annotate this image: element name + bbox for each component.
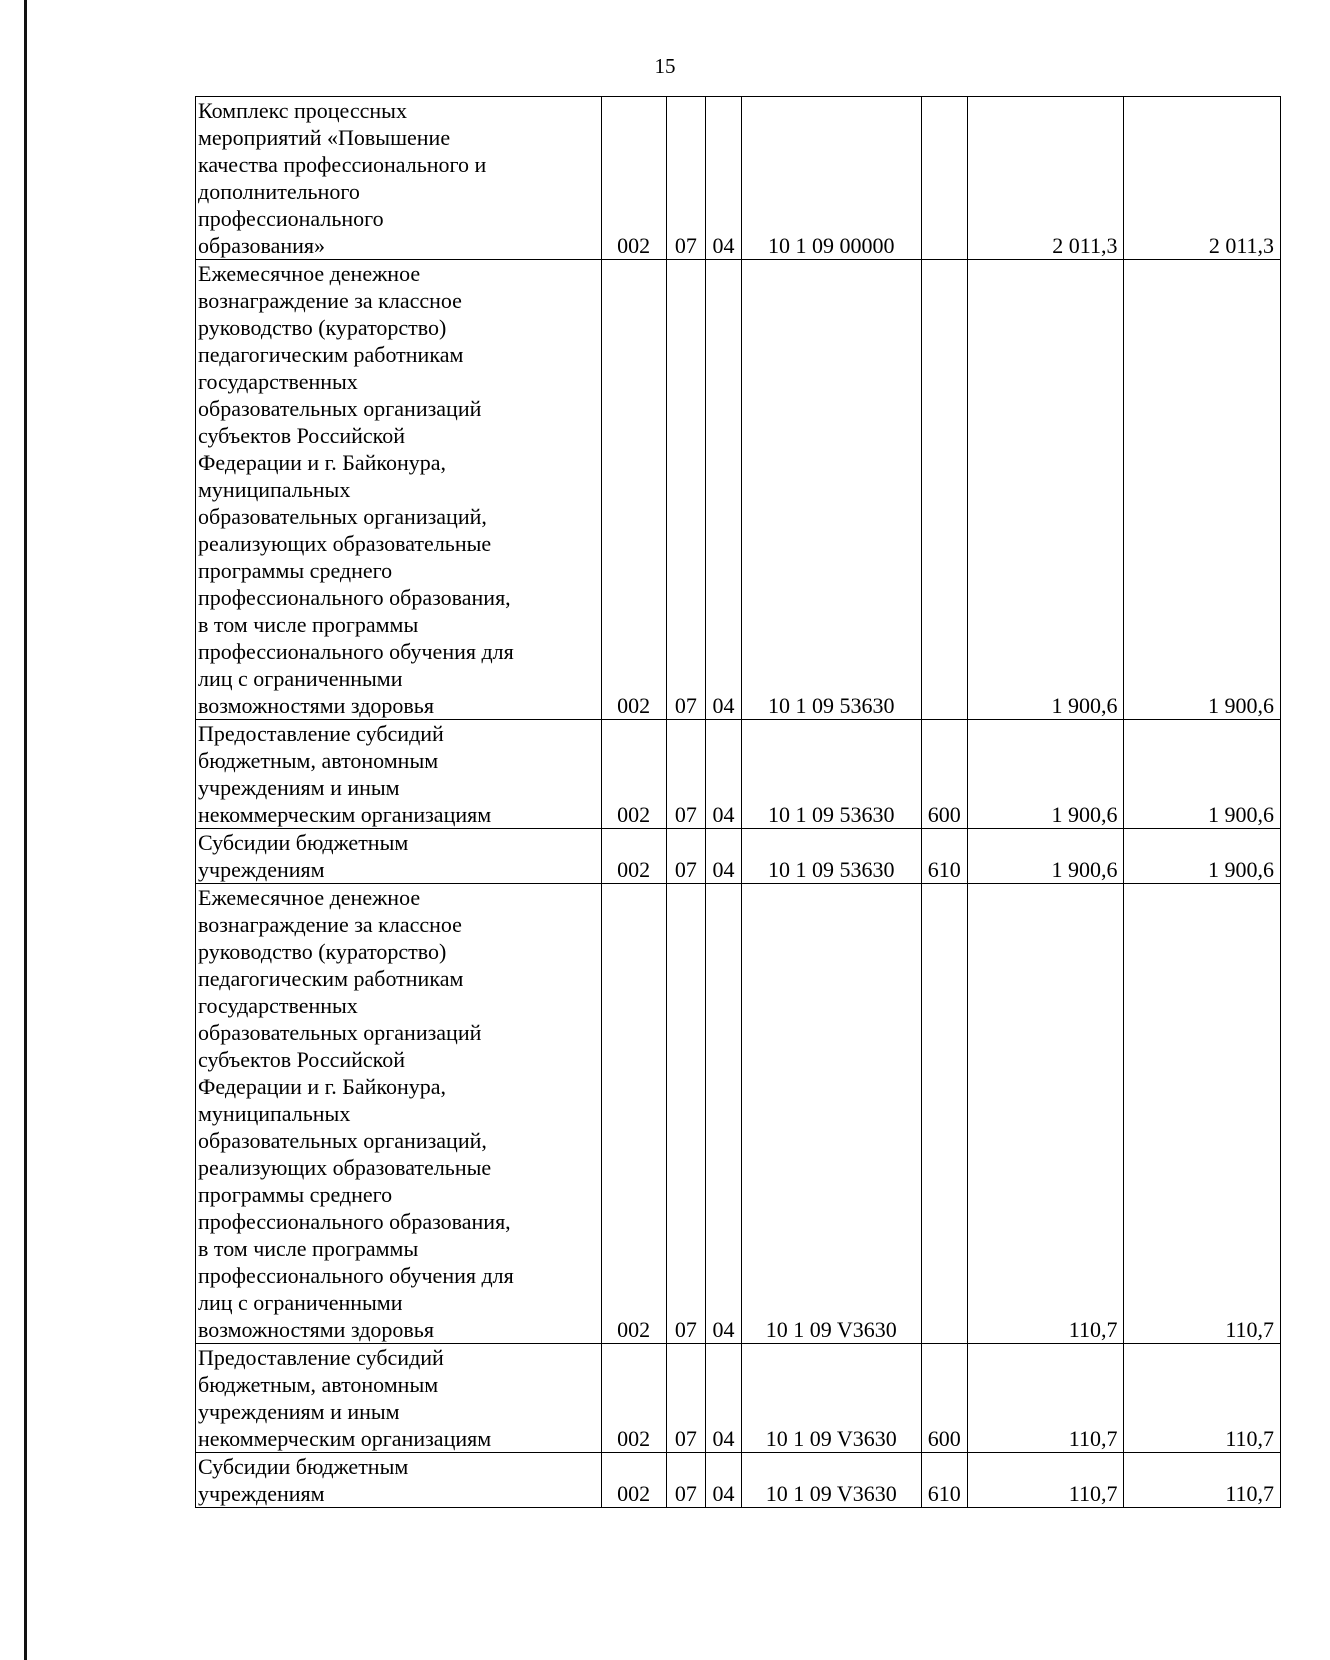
item-name-line: педагогическим работникам [198,342,464,367]
item-name-line: педагогическим работникам [198,966,464,991]
cell-expense-type: 610 [921,829,967,884]
item-name-line: муниципальных [198,1101,351,1126]
item-name-line: Федерации и г. Байконура, [198,450,446,475]
item-name-line: лиц с ограниченными [198,666,403,691]
cell-amount-1: 1 900,6 [967,720,1123,829]
item-name-line: в том числе программы [198,612,419,637]
cell-subsection: 04 [706,720,742,829]
item-name-line: Предоставление субсидий [198,1345,444,1370]
item-name-line: профессионального образования, [198,585,511,610]
item-name-line: возможностями здоровья [198,693,434,718]
item-name-line: образовательных организаций, [198,1128,487,1153]
table-row [196,884,1281,1344]
item-name-line: профессионального образования, [198,1209,511,1234]
cell-amount-2: 1 900,6 [1124,260,1281,720]
cell-subsection: 04 [706,829,742,884]
cell-expense-type [921,260,967,720]
cell-amount-1: 1 900,6 [967,829,1123,884]
cell-expense-type: 600 [921,720,967,829]
item-name-line: реализующих образовательные [198,531,492,556]
cell-code: 002 [601,260,666,720]
cell-code: 002 [601,884,666,1344]
cell-target-article: 10 1 09 V3630 [741,1344,921,1453]
cell-section: 07 [666,260,705,720]
item-name-line: некоммерческим организациям [198,802,492,827]
cell-section: 07 [666,884,705,1344]
item-name-line: Предоставление субсидий [198,721,444,746]
cell-expense-type: 600 [921,1344,967,1453]
scan-margin-line [24,0,27,1660]
cell-item-name [196,1344,602,1453]
cell-section: 07 [666,1344,705,1453]
cell-section: 07 [666,97,705,260]
cell-amount-2: 1 900,6 [1124,829,1281,884]
item-name-line: Федерации и г. Байконура, [198,1074,446,1099]
item-name-line: качества профессионального и [198,152,487,177]
cell-amount-1: 110,7 [967,1453,1123,1508]
item-name-line: в том числе программы [198,1236,419,1261]
item-name-line: учреждениям [198,857,325,882]
cell-section: 07 [666,829,705,884]
item-name-line: вознаграждение за классное [198,288,462,313]
cell-code: 002 [601,1344,666,1453]
cell-amount-2: 110,7 [1124,1344,1281,1453]
cell-code: 002 [601,1453,666,1508]
cell-amount-1: 1 900,6 [967,260,1123,720]
table-row [196,1344,1281,1453]
cell-code: 002 [601,829,666,884]
cell-subsection: 04 [706,884,742,1344]
cell-item-name [196,1453,602,1508]
cell-amount-2: 110,7 [1124,884,1281,1344]
item-name-line: некоммерческим организациям [198,1426,492,1451]
item-name-line: образовательных организаций [198,1020,482,1045]
cell-item-name [196,260,602,720]
cell-subsection: 04 [706,1453,742,1508]
cell-amount-1: 110,7 [967,884,1123,1344]
cell-item-name [196,97,602,260]
cell-item-name [196,884,602,1344]
cell-item-name [196,829,602,884]
item-name-line: профессионального обучения для [198,639,514,664]
item-name-line: программы среднего [198,1182,393,1207]
table-row [196,720,1281,829]
cell-target-article: 10 1 09 V3630 [741,1453,921,1508]
cell-amount-1: 2 011,3 [967,97,1123,260]
item-name-line: учреждениям и иным [198,775,400,800]
cell-expense-type: 610 [921,1453,967,1508]
cell-expense-type [921,884,967,1344]
item-name-line: Субсидии бюджетным [198,830,409,855]
table-row [196,1453,1281,1508]
item-name-line: Субсидии бюджетным [198,1454,409,1479]
item-name-line: государственных [198,993,358,1018]
item-name-line: образовательных организаций, [198,504,487,529]
cell-amount-2: 1 900,6 [1124,720,1281,829]
table-row [196,260,1281,720]
cell-target-article: 10 1 09 53630 [741,260,921,720]
cell-item-name [196,720,602,829]
cell-target-article: 10 1 09 00000 [741,97,921,260]
item-name-line: образовательных организаций [198,396,482,421]
budget-table [195,96,1281,1508]
item-name-line: вознаграждение за классное [198,912,462,937]
item-name-line: Ежемесячное денежное [198,261,421,286]
cell-subsection: 04 [706,260,742,720]
item-name-line: муниципальных [198,477,351,502]
item-name-line: учреждениям и иным [198,1399,400,1424]
item-name-line: возможностями здоровья [198,1317,434,1342]
table-row [196,829,1281,884]
item-name-line: государственных [198,369,358,394]
cell-target-article: 10 1 09 V3630 [741,884,921,1344]
item-name-line: мероприятий «Повышение [198,125,451,150]
item-name-line: профессионального обучения для [198,1263,514,1288]
item-name-line: субъектов Российской [198,423,406,448]
item-name-line: образования» [198,233,326,258]
item-name-line: лиц с ограниченными [198,1290,403,1315]
item-name-line: профессионального [198,206,384,231]
item-name-line: дополнительного [198,179,360,204]
cell-code: 002 [601,97,666,260]
cell-code: 002 [601,720,666,829]
item-name-line: учреждениям [198,1481,325,1506]
item-name-line: руководство (кураторство) [198,939,447,964]
cell-expense-type [921,97,967,260]
cell-target-article: 10 1 09 53630 [741,829,921,884]
cell-amount-2: 110,7 [1124,1453,1281,1508]
cell-amount-1: 110,7 [967,1344,1123,1453]
item-name-line: бюджетным, автономным [198,748,439,773]
cell-subsection: 04 [706,97,742,260]
table-row [196,97,1281,260]
cell-subsection: 04 [706,1344,742,1453]
item-name-line: программы среднего [198,558,393,583]
cell-target-article: 10 1 09 53630 [741,720,921,829]
item-name-line: бюджетным, автономным [198,1372,439,1397]
page-number: 15 [654,54,676,78]
cell-section: 07 [666,1453,705,1508]
cell-amount-2: 2 011,3 [1124,97,1281,260]
item-name-line: Ежемесячное денежное [198,885,421,910]
item-name-line: субъектов Российской [198,1047,406,1072]
item-name-line: руководство (кураторство) [198,315,447,340]
item-name-line: Комплекс процессных [198,98,407,123]
cell-section: 07 [666,720,705,829]
item-name-line: реализующих образовательные [198,1155,492,1180]
